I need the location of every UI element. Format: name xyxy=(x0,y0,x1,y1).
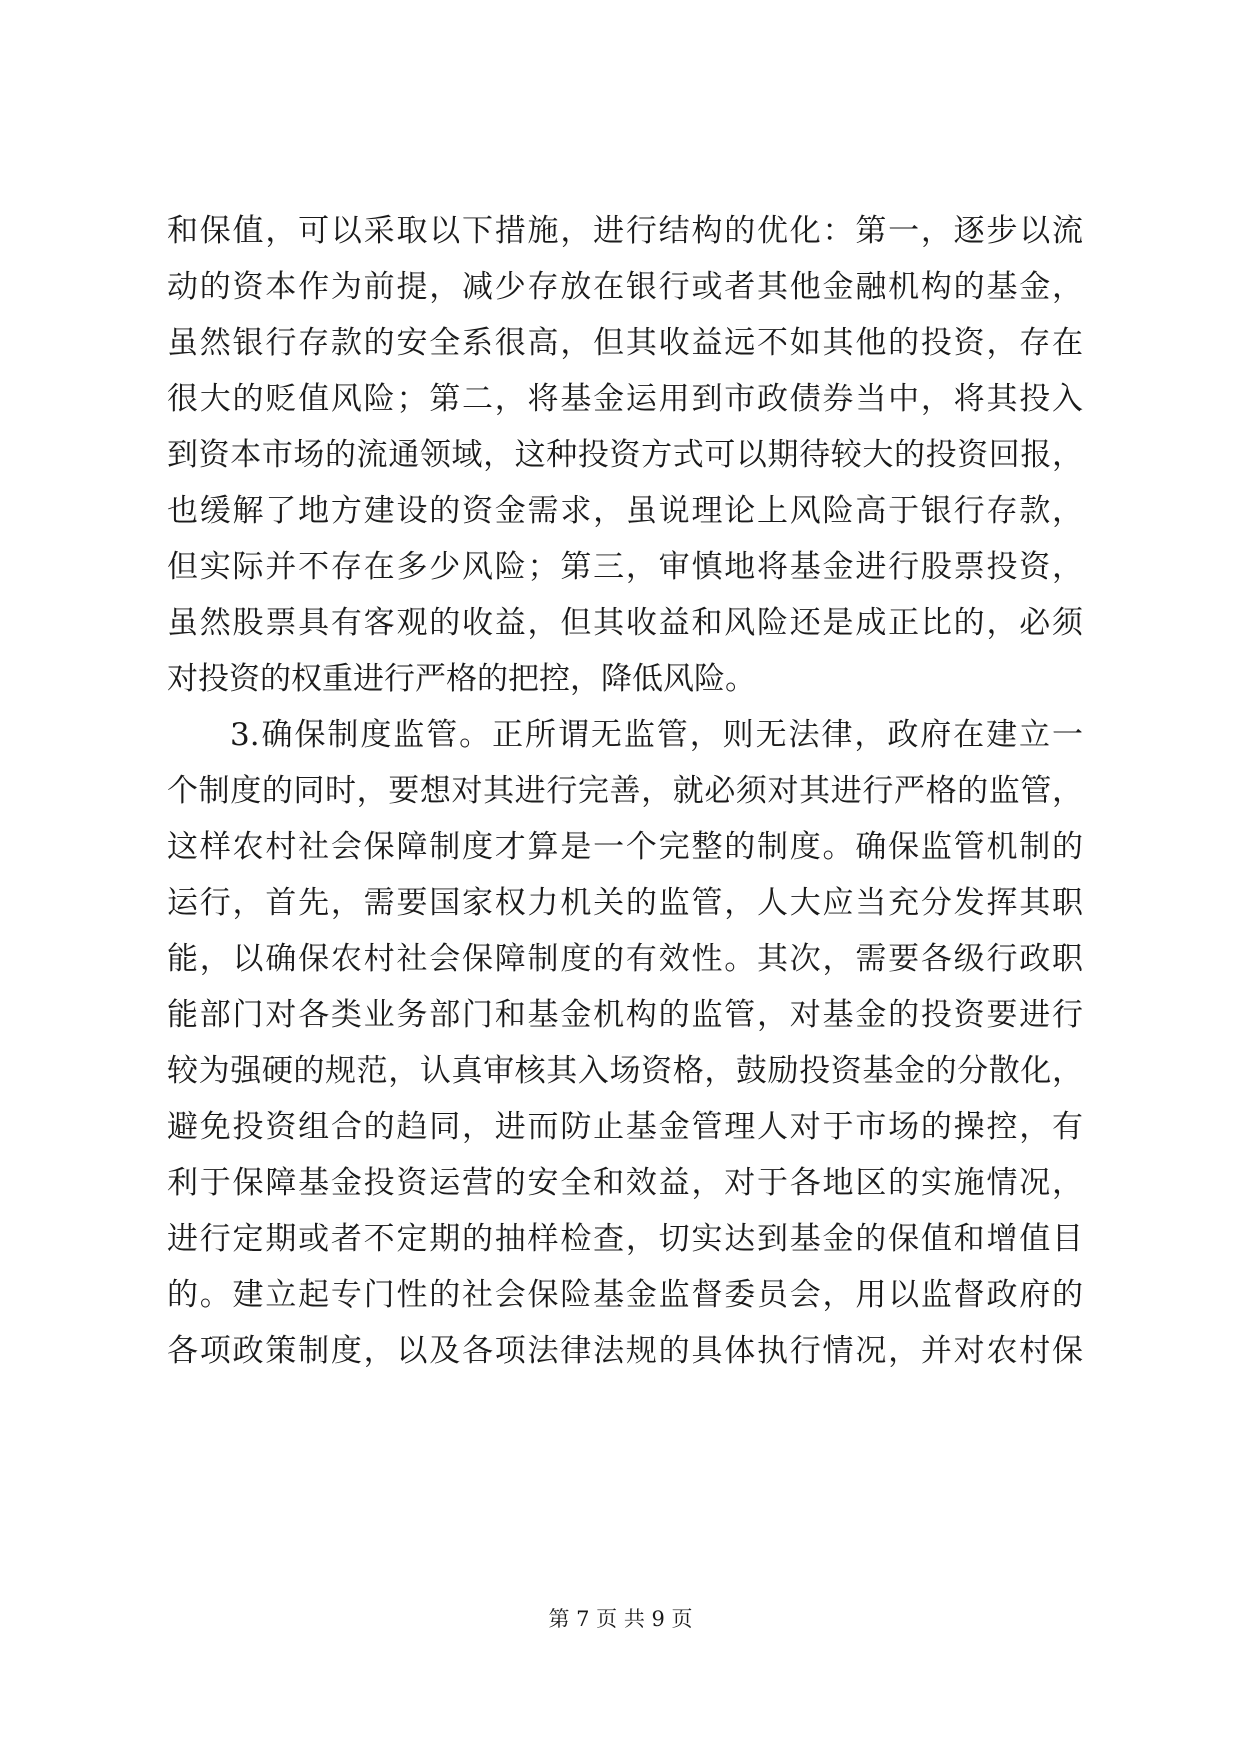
body-line: 避免投资组合的趋同，进而防止基金管理人对于市场的操控，有 xyxy=(167,1109,1083,1145)
body-line: 进行定期或者不定期的抽样检查，切实达到基金的保值和增值目 xyxy=(167,1221,1083,1257)
body-line: 到资本市场的流通领域，这种投资方式可以期待较大的投资回报， xyxy=(167,437,1083,473)
body-line: 各项政策制度，以及各项法律法规的具体执行情况，并对农村保 xyxy=(167,1333,1083,1369)
body-line: 对投资的权重进行严格的把控，降低风险。 xyxy=(167,661,756,697)
body-line: 较为强硬的规范，认真审核其入场资格，鼓励投资基金的分散化， xyxy=(167,1053,1083,1089)
body-line: 利于保障基金投资运营的安全和效益，对于各地区的实施情况， xyxy=(167,1165,1083,1201)
body-line: 运行，首先，需要国家权力机关的监管，人大应当充分发挥其职 xyxy=(167,885,1083,921)
body-line: 能部门对各类业务部门和基金机构的监管，对基金的投资要进行 xyxy=(167,997,1083,1033)
body-line: 很大的贬值风险；第二，将基金运用到市政债券当中，将其投入 xyxy=(167,381,1083,417)
body-line: 个制度的同时，要想对其进行完善，就必须对其进行严格的监管， xyxy=(167,773,1083,809)
body-line: 虽然银行存款的安全系很高，但其收益远不如其他的投资，存在 xyxy=(167,325,1083,361)
body-line: 动的资本作为前提，减少存放在银行或者其他金融机构的基金， xyxy=(167,269,1083,305)
body-line: 但实际并不存在多少风险；第三，审慎地将基金进行股票投资， xyxy=(167,549,1083,585)
body-line: 虽然股票具有客观的收益，但其收益和风险还是成正比的，必须 xyxy=(167,605,1083,641)
page-number-footer: 第 7 页 共 9 页 xyxy=(548,1607,693,1631)
body-line: 能，以确保农村社会保障制度的有效性。其次，需要各级行政职 xyxy=(167,941,1083,977)
body-line: 也缓解了地方建设的资金需求，虽说理论上风险高于银行存款， xyxy=(167,493,1083,529)
body-line: 这样农村社会保障制度才算是一个完整的制度。确保监管机制的 xyxy=(167,829,1083,865)
body-line: 的。建立起专门性的社会保险基金监督委员会，用以监督政府的 xyxy=(167,1277,1083,1313)
body-line: 和保值，可以采取以下措施，进行结构的优化：第一，逐步以流 xyxy=(167,213,1083,249)
body-line: 3.确保制度监管。正所谓无监管，则无法律，政府在建立一 xyxy=(230,717,1083,753)
